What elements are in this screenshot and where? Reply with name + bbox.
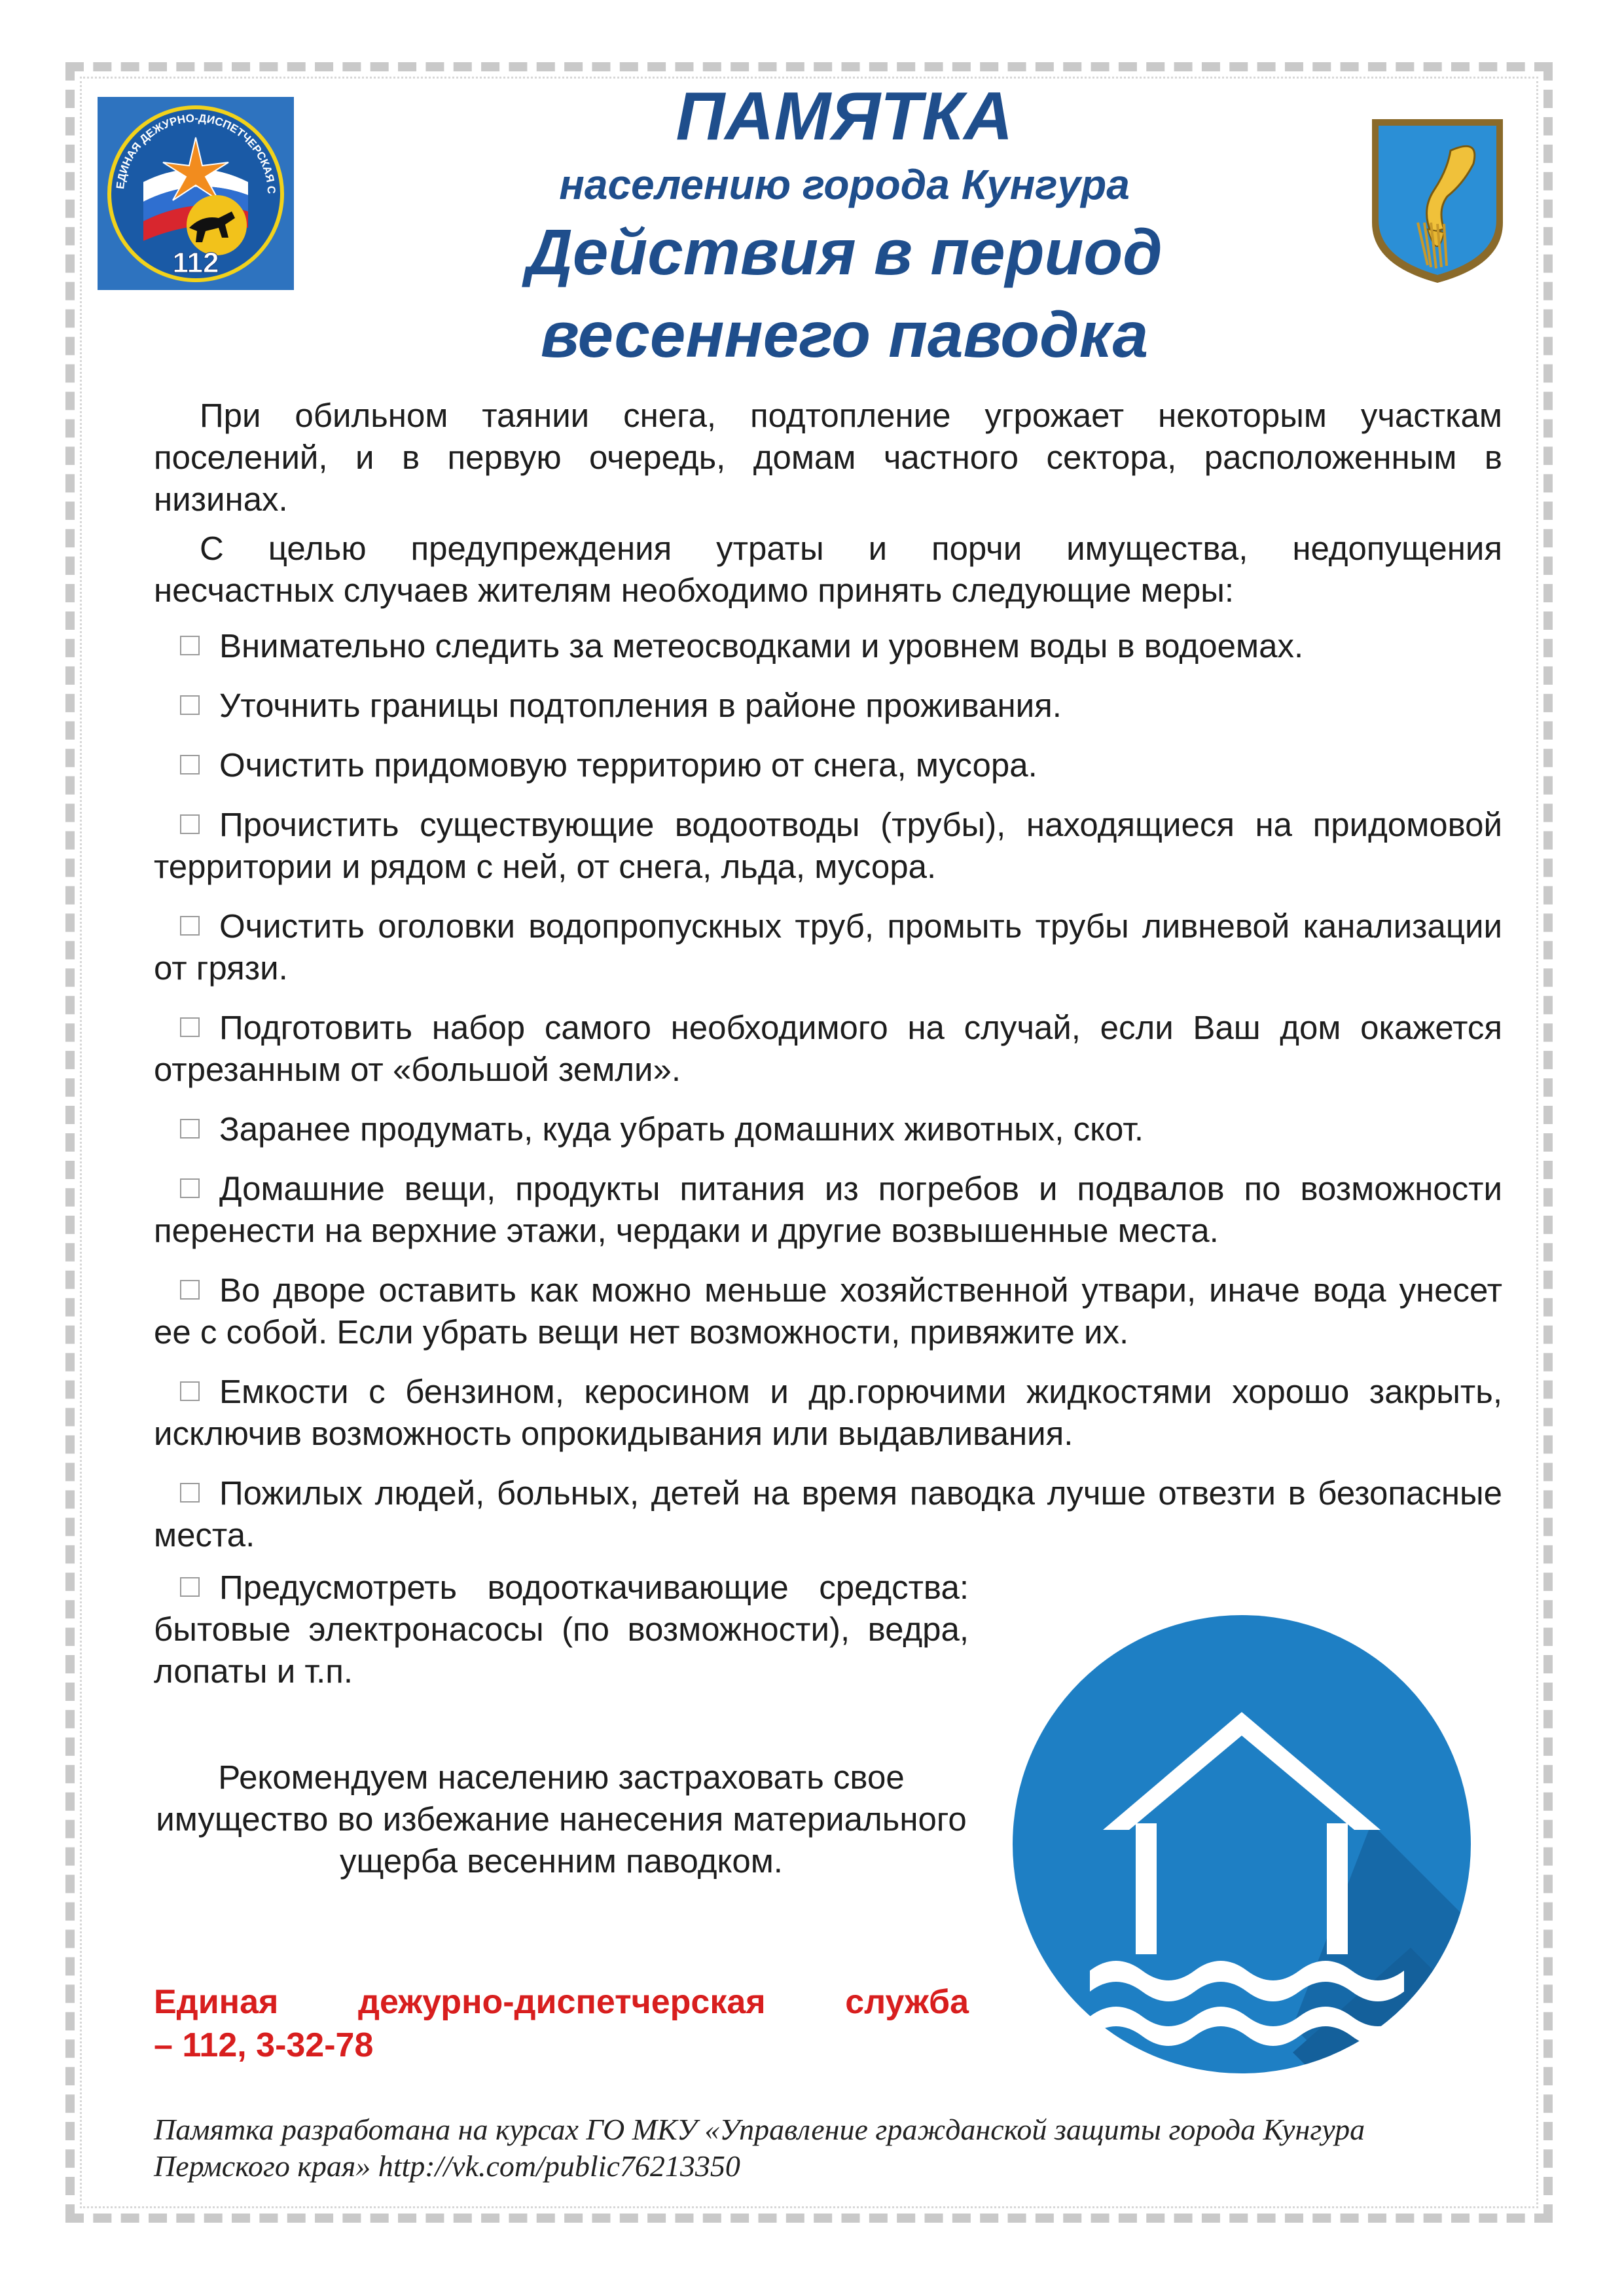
measures-list (154, 625, 1502, 1574)
contact-service-name: Единая дежурно-диспетчерская служба (154, 1983, 969, 2021)
checkbox-bullet-icon (180, 1178, 200, 1198)
intro-p1-line-3: низинах. (154, 481, 288, 518)
edds-112-emblem-icon (98, 97, 294, 290)
page-heading (327, 211, 1362, 376)
page-title: ПАМЯТКА (676, 79, 1013, 155)
list-item: Заранее продумать, куда убрать домашних животных, скот. (154, 1108, 1502, 1150)
list-item: Емкости с бензином, керосином и др.горючими жидкостями хорошо закрыть, исключив возможность опрокидывания или выдавливания. (154, 1373, 1502, 1452)
list-item: Предусмотреть водооткачивающие средства: бытовые электронасосы (по возможности), ведра, лопаты и т.п. (154, 1569, 969, 1690)
insurance-recommendation: Рекомендуем населению застраховать свое имущество во избежание нанесения материального ущерба весенним паводком. (156, 1758, 967, 1880)
list-item: Внимательно следить за метеосводками и уровнем воды в водоемах. (154, 625, 1502, 667)
checkbox-bullet-icon (180, 636, 200, 655)
contact-phones: – 112, 3-32-78 (154, 2026, 374, 2064)
checkbox-bullet-icon (180, 695, 200, 715)
checkbox-bullet-icon (180, 755, 200, 774)
page-subtitle: населению города Кунгура (559, 161, 1130, 208)
checkbox-bullet-icon (180, 1280, 200, 1300)
checkbox-bullet-icon (180, 1119, 200, 1139)
heading-line-2: весеннего паводка (540, 299, 1149, 371)
list-item: Очистить оголовки водопропускных труб, промыть трубы ливневой канализации от грязи. (154, 907, 1502, 987)
intro-paragraph-1 (154, 395, 1502, 520)
logo-ring-text: ЕДИНАЯ ДЕЖУРНО-ДИСПЕТЧЕРСКАЯ С (114, 111, 278, 194)
logo-112-label: 112 (172, 247, 219, 279)
checkbox-bullet-icon (180, 916, 200, 936)
checkbox-bullet-icon (180, 1483, 200, 1503)
intro-p2-line-1: С целью предупреждения утраты и порчи имущества, недопущения (200, 530, 1502, 567)
intro-p2-line-2: несчастных случаев жителям необходимо принять следующие меры: (154, 572, 1235, 609)
heading-line-1: Действия в период (526, 216, 1163, 288)
checkbox-bullet-icon (180, 1577, 200, 1597)
intro-p1-line-1: При обильном таянии снега, подтопление угрожает некоторым участкам (200, 397, 1502, 434)
kungur-coat-of-arms-icon (1365, 111, 1509, 288)
list-item: Прочистить существующие водоотводы (трубы), находящиеся на придомовой территории и рядом с ней, от снега, льда, мусора. (154, 806, 1502, 885)
list-item: Очистить придомовую территорию от снега, мусора. (154, 744, 1502, 786)
list-item: Подготовить набор самого необходимого на случай, если Ваш дом окажется отрезанным от «большой земли». (154, 1009, 1502, 1088)
intro-paragraph-2 (154, 528, 1502, 611)
checkbox-bullet-icon (180, 1381, 200, 1401)
flooded-house-icon (1005, 1607, 1479, 2082)
list-item: Пожилых людей, больных, детей на время паводка лучше отвезти в безопасные места. (154, 1474, 1502, 1554)
intro-p1-line-2: поселений, и в первую очередь, домам частного сектора, расположенным в (154, 439, 1502, 476)
list-item: Домашние вещи, продукты питания из погребов и подвалов по возможности перенести на верхние этажи, чердаки и другие возвышенные места. (154, 1170, 1502, 1249)
list-item: Уточнить границы подтопления в районе проживания. (154, 685, 1502, 727)
footer-credits: Памятка разработана на курсах ГО МКУ «Управление гражданской защиты города Кунгура Пермского края» http://vk.com/public76213350 (154, 2113, 1365, 2183)
list-item: Во дворе оставить как можно меньше хозяйственной утвари, иначе вода унесет ее с собой. Если убрать вещи нет возможности, привяжите их. (154, 1271, 1502, 1351)
checkbox-bullet-icon (180, 1017, 200, 1037)
checkbox-bullet-icon (180, 814, 200, 834)
